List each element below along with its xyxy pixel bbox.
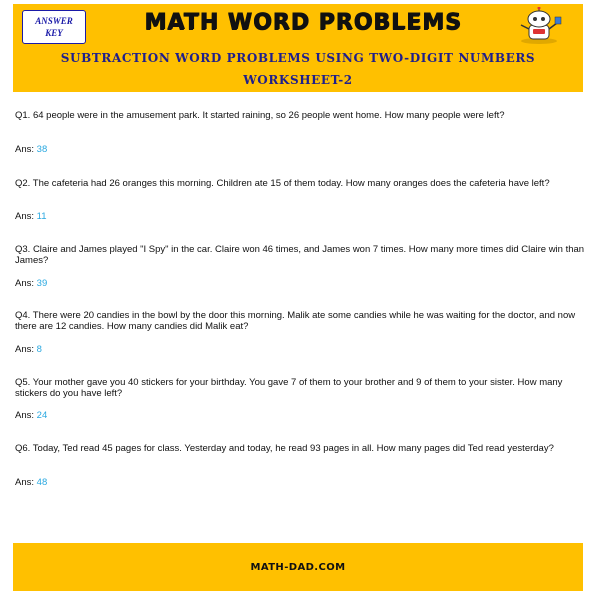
question-3: Q3. Claire and James played "I Spy" in the car. Claire won 46 times, and James won 7 times. How many more times did Claire win than James? xyxy=(15,244,585,266)
answer-4 xyxy=(15,344,42,355)
answer-value: 48 xyxy=(36,477,48,488)
answer-label: Ans: xyxy=(15,410,35,421)
answer-5 xyxy=(15,410,47,421)
answer-2 xyxy=(15,211,47,222)
answer-value: 11 xyxy=(36,211,47,222)
answer-label: Ans: xyxy=(15,477,35,488)
question-4: Q4. There were 20 candies in the bowl by the door this morning. Malik ate some candies while he was waiting for the doctor, and now there are 12 candies. How many candies did Malik eat? xyxy=(15,310,576,332)
footer-site-link[interactable]: MATH-DAD.COM xyxy=(250,561,346,573)
worksheet-subtitle: SUBTRACTION WORD PROBLEMS USING TWO-DIGIT NUMBERS xyxy=(60,51,536,65)
answer-label: Ans: xyxy=(15,144,35,155)
answer-1 xyxy=(15,144,47,155)
robot-mascot-icon xyxy=(515,7,563,45)
answer-value: 39 xyxy=(36,278,48,289)
question-1: Q1. 64 people were in the amusement park. It started raining, so 26 people went home. How many people were left? xyxy=(15,110,505,121)
answer-label: Ans: xyxy=(15,344,35,355)
answer-value: 24 xyxy=(36,410,48,421)
answer-6 xyxy=(15,477,47,488)
header-banner xyxy=(13,4,583,92)
question-5: Q5. Your mother gave you 40 stickers for your birthday. You gave 7 of them to your brother and 9 of them to your sister. How many stickers do you have left? xyxy=(15,377,563,399)
footer-banner xyxy=(13,543,583,591)
answer-label: Ans: xyxy=(15,278,35,289)
worksheet-number: WORKSHEET-2 xyxy=(243,73,353,87)
answer-key-badge: ANSWER KEY xyxy=(22,10,86,44)
answer-label: Ans: xyxy=(15,211,35,222)
question-6: Q6. Today, Ted read 45 pages for class. Yesterday and today, he read 93 pages in all. How many pages did Ted read yesterday? xyxy=(15,443,554,454)
page-title: MATH WORD PROBLEMS xyxy=(144,10,462,35)
answer-value: 38 xyxy=(36,144,48,155)
answer-value: 8 xyxy=(36,344,42,355)
answer-3 xyxy=(15,278,47,289)
question-2: Q2. The cafeteria had 26 oranges this morning. Children ate 15 of them today. How many oranges does the cafeteria have left? xyxy=(15,178,550,189)
